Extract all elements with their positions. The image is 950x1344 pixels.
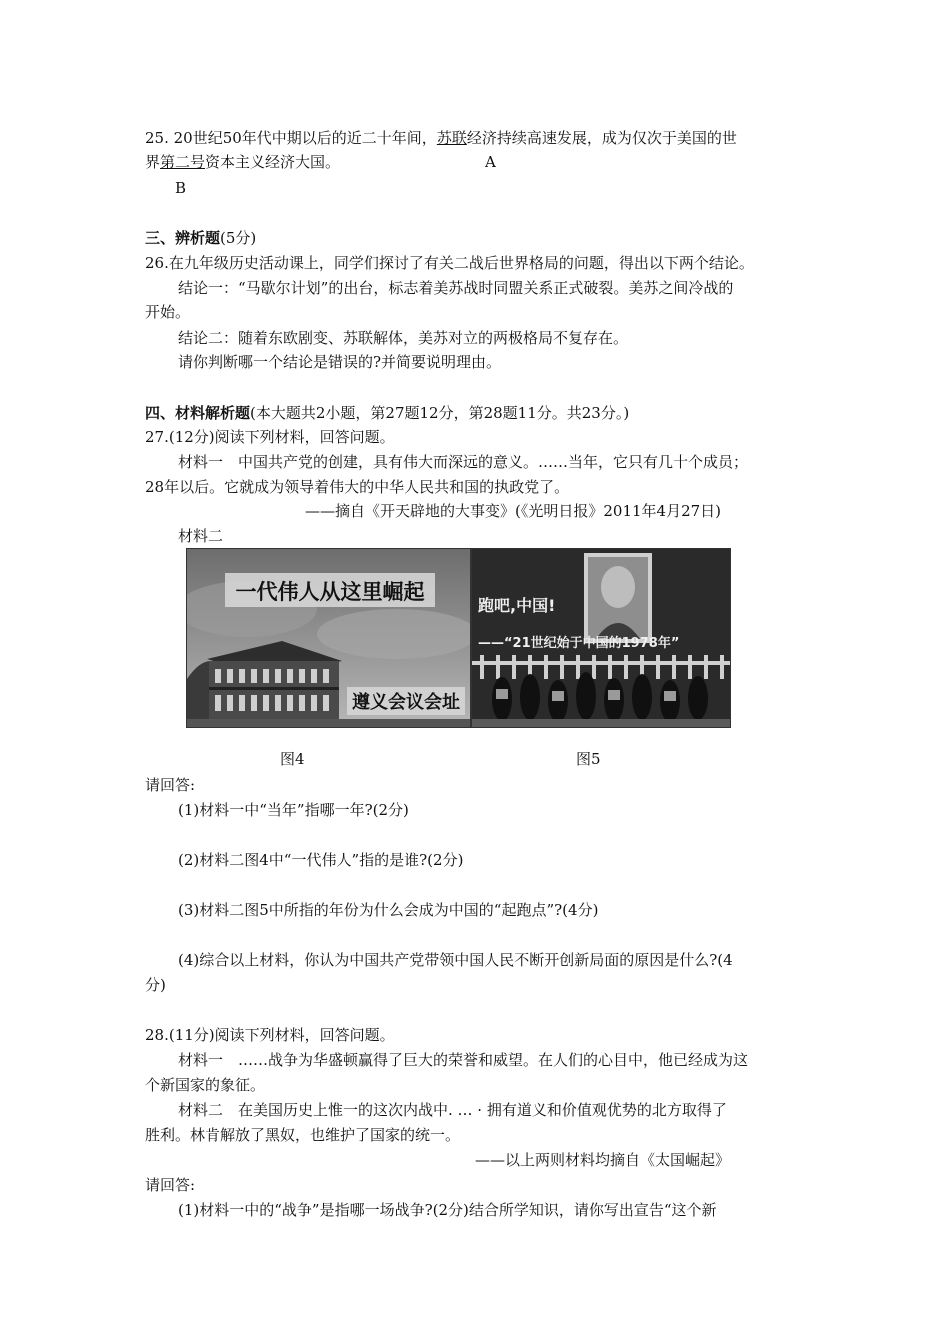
q28-source: ——以上两则材料均摘自《太国崛起》	[475, 1151, 731, 1169]
q27-stem: 27.(12分)阅读下列材料，回答问题。	[145, 428, 395, 446]
q28-please-answer: 请回答:	[145, 1176, 196, 1194]
run-china-graphic	[472, 549, 730, 727]
q25-mark-a: A	[485, 153, 496, 171]
figure-4-banner: 一代伟人从这里崛起	[235, 580, 425, 604]
q28-material-1-cont: 个新国家的象征。	[145, 1076, 266, 1094]
q28-stem: 28.(11分)阅读下列材料，回答问题。	[145, 1026, 395, 1044]
q26-conclusion-2: 结论二：随着东欧剧变、苏联解体，美苏对立的两极格局不复存在。	[178, 329, 629, 347]
figure-4-caption: 图4	[280, 750, 305, 768]
q28-material-1: 材料一 ……战争为华盛顿赢得了巨大的荣誉和威望。在人们的心目中，他已经成为这	[178, 1051, 749, 1069]
q26-stem: 26.在九年级历史活动课上，同学们探讨了有关二战后世界格局的问题，得出以下两个结论。	[145, 254, 754, 272]
figure-4-label: 遵义会议会址	[352, 692, 460, 713]
q25-line1: 25. 20世纪50年代中期以后的近二十年间，苏联经济持续高速发展，成为仅次于美国的世	[145, 129, 737, 147]
figure-5-caption: 图5	[576, 750, 601, 768]
q27-sub-3: (3)材料二图5中所指的年份为什么会成为中国的“起跑点”?(4分)	[178, 901, 599, 919]
q27-sub-2: (2)材料二图4中“一代伟人”指的是谁?(2分)	[178, 851, 464, 869]
zunyi-photo-graphic	[187, 549, 470, 727]
q27-material-1-source: ——摘自《开天辟地的大事变》(《光明日报》2011年4月27日)	[305, 502, 722, 520]
q25-underline-a: 苏联	[436, 129, 467, 147]
q25-underline-b: 第二号	[160, 153, 206, 171]
q27-please-answer: 请回答:	[145, 776, 196, 794]
q27-sub-1: (1)材料一中“当年”指哪一年?(2分)	[178, 801, 409, 819]
q26-conclusion-1-cont: 开始。	[145, 303, 191, 321]
q25-mark-b: B	[175, 179, 187, 197]
figure-5-image	[471, 548, 731, 728]
q28-material-2-cont: 胜利。林肯解放了黑奴，也维护了国家的统一。	[145, 1126, 461, 1144]
q28-sub-1: (1)材料一中的“战争”是指哪一场战争?(2分)结合所学知识，请你写出宣告“这个新	[178, 1201, 717, 1219]
section-3-heading: 三、辨析题(5分)	[145, 229, 257, 247]
q27-material-2-label: 材料二	[178, 527, 224, 545]
q26-ask: 请你判断哪一个结论是错误的?并简要说明理由。	[178, 353, 502, 371]
q25-line2: 界第二号资本主义经济大国。	[145, 153, 341, 171]
q27-sub-4-cont: 分)	[145, 976, 166, 994]
q26-conclusion-1: 结论一：“马歇尔计划”的出台，标志着美苏战时同盟关系正式破裂。美苏之间冷战的	[178, 279, 734, 297]
figure-4-image	[186, 548, 471, 728]
figure-5-banner-1: 跑吧,中国!	[478, 596, 556, 615]
q28-material-2: 材料二 在美国历史上惟一的这次内战中. … · 拥有道义和价值观优势的北方取得了	[178, 1101, 727, 1119]
figure-5-banner-2: ——“21世纪始于中国的1978年”	[478, 636, 680, 651]
section-4-heading: 四、材料解析题(本大题共2小题，第27题12分，第28题11分。共23分。)	[145, 404, 630, 422]
q27-sub-4: (4)综合以上材料，你认为中国共产党带领中国人民不断开创新局面的原因是什么?(4	[178, 951, 733, 969]
q27-material-1: 材料一 中国共产党的创建，具有伟大而深远的意义。……当年，它只有几十个成员；	[178, 453, 749, 471]
q27-material-1-cont: 28年以后。它就成为领导着伟大的中华人民共和国的执政党了。	[145, 478, 570, 496]
